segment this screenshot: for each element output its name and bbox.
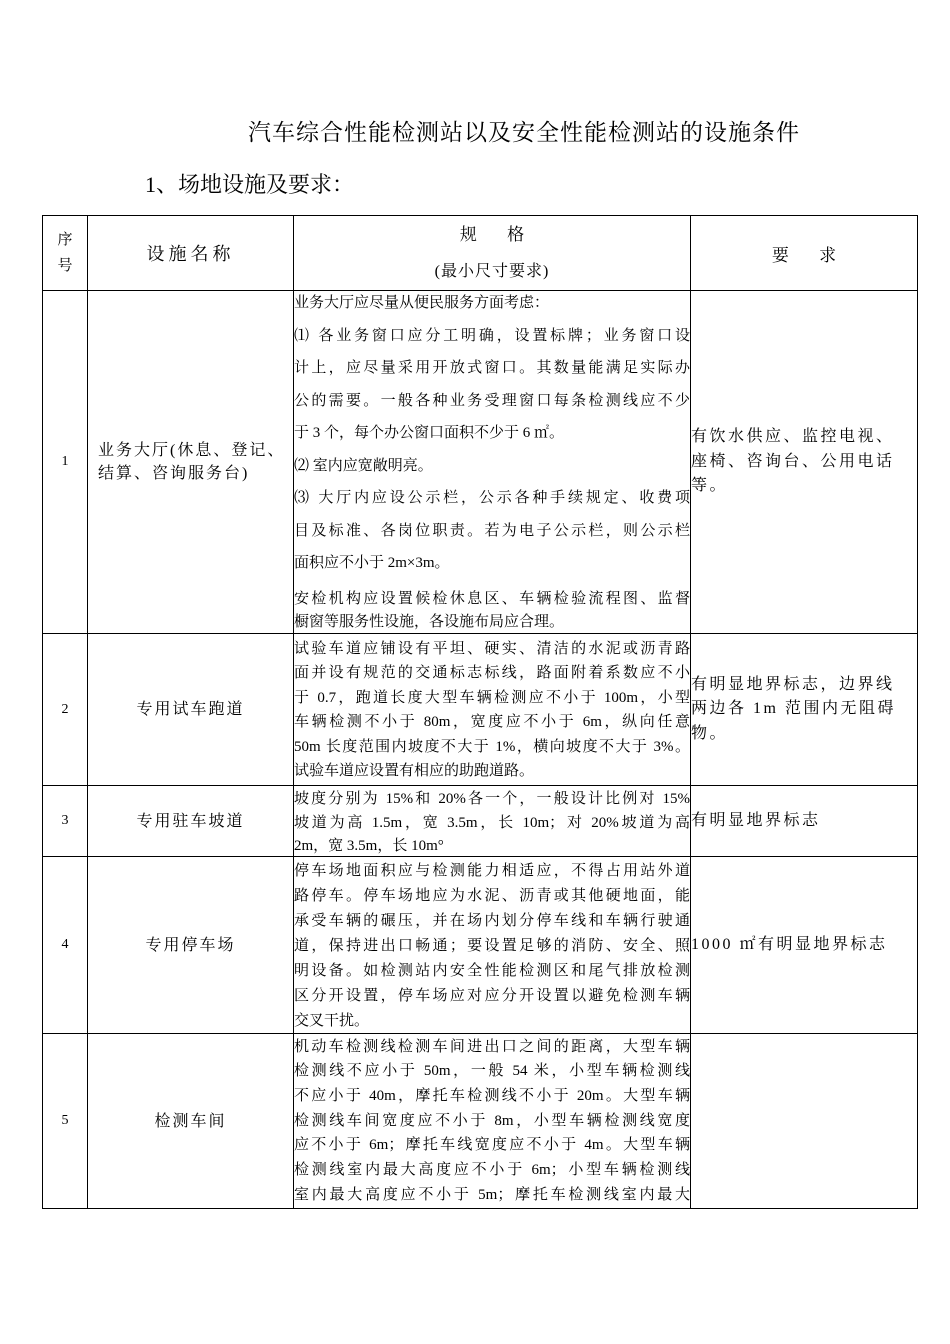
- requirement-line: 有饮水供应、监控电视、: [691, 428, 895, 446]
- spec-line: 试验车道应设置有相应的助跑道路。: [294, 763, 535, 780]
- row-no-cell: [43, 857, 88, 1034]
- row-name-cell: [88, 857, 294, 1034]
- spec-line: ⑵ 室内应宽敞明亮。: [294, 457, 433, 474]
- header-spec-label: 规 格: [459, 224, 525, 244]
- spec-line: 试验车道应铺设有平坦、硬实、清洁的水泥或沥青路: [294, 640, 690, 657]
- spec-line: 车辆检测不小于 80m，宽度应不小于 6m，纵向任意: [294, 714, 690, 731]
- table-row: [43, 857, 918, 1034]
- spec-line: 区分开设置，停车场应对应分开设置以避免检测车辆: [294, 987, 690, 1004]
- spec-line: 交叉干扰。: [294, 1012, 370, 1029]
- spec-line: 于 3 个，每个办公窗口面积不少于 6 ㎡。: [294, 425, 565, 441]
- row-name-cell: [88, 1034, 294, 1209]
- row-name-cell: [88, 291, 294, 634]
- table-row: [43, 1034, 918, 1209]
- facility-name-line: 结算、咨询服务台): [98, 465, 250, 482]
- row-number: 1: [61, 454, 69, 469]
- spec-line: 明设备。如检测站内安全性能检测区和尾气排放检测: [294, 962, 690, 979]
- row-requirement-cell: [691, 1034, 918, 1209]
- row-number: 5: [61, 1113, 69, 1128]
- spec-line: 机动车检测线检测车间进出口之间的距离，大型车辆: [294, 1038, 690, 1055]
- requirement-line: 两边各 1m 范围内无阻碍: [691, 700, 896, 718]
- spec-line: 计上，应尽量采用开放式窗口。其数量能满足实际办: [294, 360, 690, 376]
- row-no-cell: [43, 634, 88, 786]
- spec-line: 面并设有规范的交通标志标线，路面附着系数应不小: [294, 665, 690, 682]
- row-no-cell: [43, 291, 88, 634]
- row-no-cell: [43, 1034, 88, 1209]
- row-spec-cell: [294, 1034, 691, 1209]
- requirement-line: 座椅、咨询台、公用电话: [691, 452, 895, 470]
- spec-line: 面积应不小于 2m×3m。: [294, 555, 450, 571]
- header-no-label: 序号: [57, 232, 73, 274]
- header-requirement-label: 要 求: [771, 245, 837, 265]
- header-spec-note: (最小尺寸要求): [434, 262, 550, 280]
- spec-text: [294, 1035, 690, 1207]
- row-no-cell: [43, 786, 88, 857]
- row-name-cell: [88, 786, 294, 857]
- spec-line: ⑴ 各业务窗口应分工明确，设置标牌；业务窗口设: [294, 327, 690, 344]
- spec-line: 室内最大高度应不小于 5m；摩托车检测线室内最大: [294, 1186, 690, 1203]
- row-requirement-cell: [691, 857, 918, 1034]
- spec-text: [294, 637, 690, 785]
- spec-line: 承受车辆的碾压，并在场内划分停车线和车辆行驶通: [294, 912, 690, 929]
- requirement-line: 1000 ㎡有明显地界标志: [691, 935, 888, 953]
- row-spec-cell: [294, 786, 691, 857]
- row-requirement-cell: [691, 291, 918, 634]
- row-spec-cell: [294, 291, 691, 634]
- spec-line: 坡度分别为 15%和 20%各一个，一般设计比例对 15%: [294, 791, 690, 807]
- section-heading: 1、场地设施及要求：: [145, 172, 355, 197]
- requirement-line: 物。: [691, 724, 729, 742]
- header-cell-name: [88, 216, 294, 291]
- spec-line: ⑶ 大厅内应设公示栏，公示各种手续规定、收费项: [294, 490, 690, 506]
- table-header-row: [43, 216, 918, 291]
- spec-line: 路停车。停车场地应为水泥、沥青或其他硬地面，能: [294, 887, 690, 904]
- requirement-line: 有明显地界标志: [691, 811, 821, 829]
- facility-name-line: 专用停车场: [145, 936, 236, 954]
- spec-line: 于 0.7，跑道长度大型车辆检测应不小于 100m，小型: [294, 689, 690, 706]
- row-requirement-cell: [691, 786, 918, 857]
- table-row: [43, 786, 918, 857]
- spec-line: 道，保持进出口畅通；要设置足够的消防、安全、照: [294, 937, 690, 954]
- facility-name-line: 检测车间: [154, 1112, 227, 1130]
- row-spec-cell: [294, 857, 691, 1034]
- spec-line: 橱窗等服务性设施，各设施布局应合理。: [294, 613, 565, 630]
- facility-name-line: 专用试车跑道: [136, 701, 245, 718]
- requirement-line: 有明显地界标志，边界线: [691, 675, 895, 693]
- spec-line: 检测线不应小于 50m，一般 54 米，小型车辆检测线: [294, 1063, 690, 1080]
- header-cell-spec: [294, 216, 691, 291]
- header-cell-requirement: [691, 216, 918, 291]
- row-name-cell: [88, 634, 294, 786]
- spec-line: 应不小于 6m；摩托车线宽度应不小于 4m。大型车辆: [294, 1137, 690, 1154]
- spec-line: 50m 长度范围内坡度不大于 1%，横向坡度不大于 3%。: [294, 738, 690, 755]
- row-number: 2: [61, 701, 69, 717]
- table-row: [43, 291, 918, 634]
- row-number: 4: [61, 937, 69, 952]
- spec-line: 停车场地面积应与检测能力相适应，不得占用站外道: [294, 862, 690, 879]
- row-number: 3: [61, 813, 69, 828]
- facility-table: [42, 215, 918, 1209]
- spec-line: 公的需要。一般各种业务受理窗口每条检测线应不少: [294, 392, 690, 409]
- facility-name-line: 业务大厅(休息、登记、: [98, 442, 286, 459]
- spec-line: 检测线室内最大高度应不小于 6m；小型车辆检测线: [294, 1162, 690, 1179]
- table-row: [43, 634, 918, 786]
- spec-line: 业务大厅应尽量从便民服务方面考虑：: [294, 295, 550, 311]
- facility-name-line: 专用驻车坡道: [136, 812, 245, 830]
- spec-text: [294, 859, 690, 1033]
- spec-text: [294, 287, 690, 630]
- requirement-line: 等。: [691, 477, 729, 495]
- spec-line: 检测线车间宽度应不小于 8m，小型车辆检测线宽度: [294, 1112, 690, 1129]
- spec-line: 目及标准、各岗位职责。若为电子公示栏，则公示栏: [294, 522, 690, 539]
- spec-text: [294, 788, 690, 856]
- spec-line: 不应小于 40m，摩托车检测线不小于 20m。大型车辆: [294, 1087, 690, 1104]
- page-title: 汽车综合性能检测站以及安全性能检测站的设施条件: [248, 120, 800, 145]
- header-cell-no: [43, 216, 88, 291]
- row-requirement-cell: [691, 634, 918, 786]
- spec-line: 坡道为高 1.5m，宽 3.5m，长 10m；对 20%坡道为高: [294, 814, 690, 831]
- spec-line: 安检机构应设置候检休息区、车辆检验流程图、监督: [294, 590, 690, 607]
- header-name-label: 设施名称: [146, 244, 235, 264]
- spec-line: 2m，宽 3.5m，长 10m°: [294, 838, 444, 854]
- row-spec-cell: [294, 634, 691, 786]
